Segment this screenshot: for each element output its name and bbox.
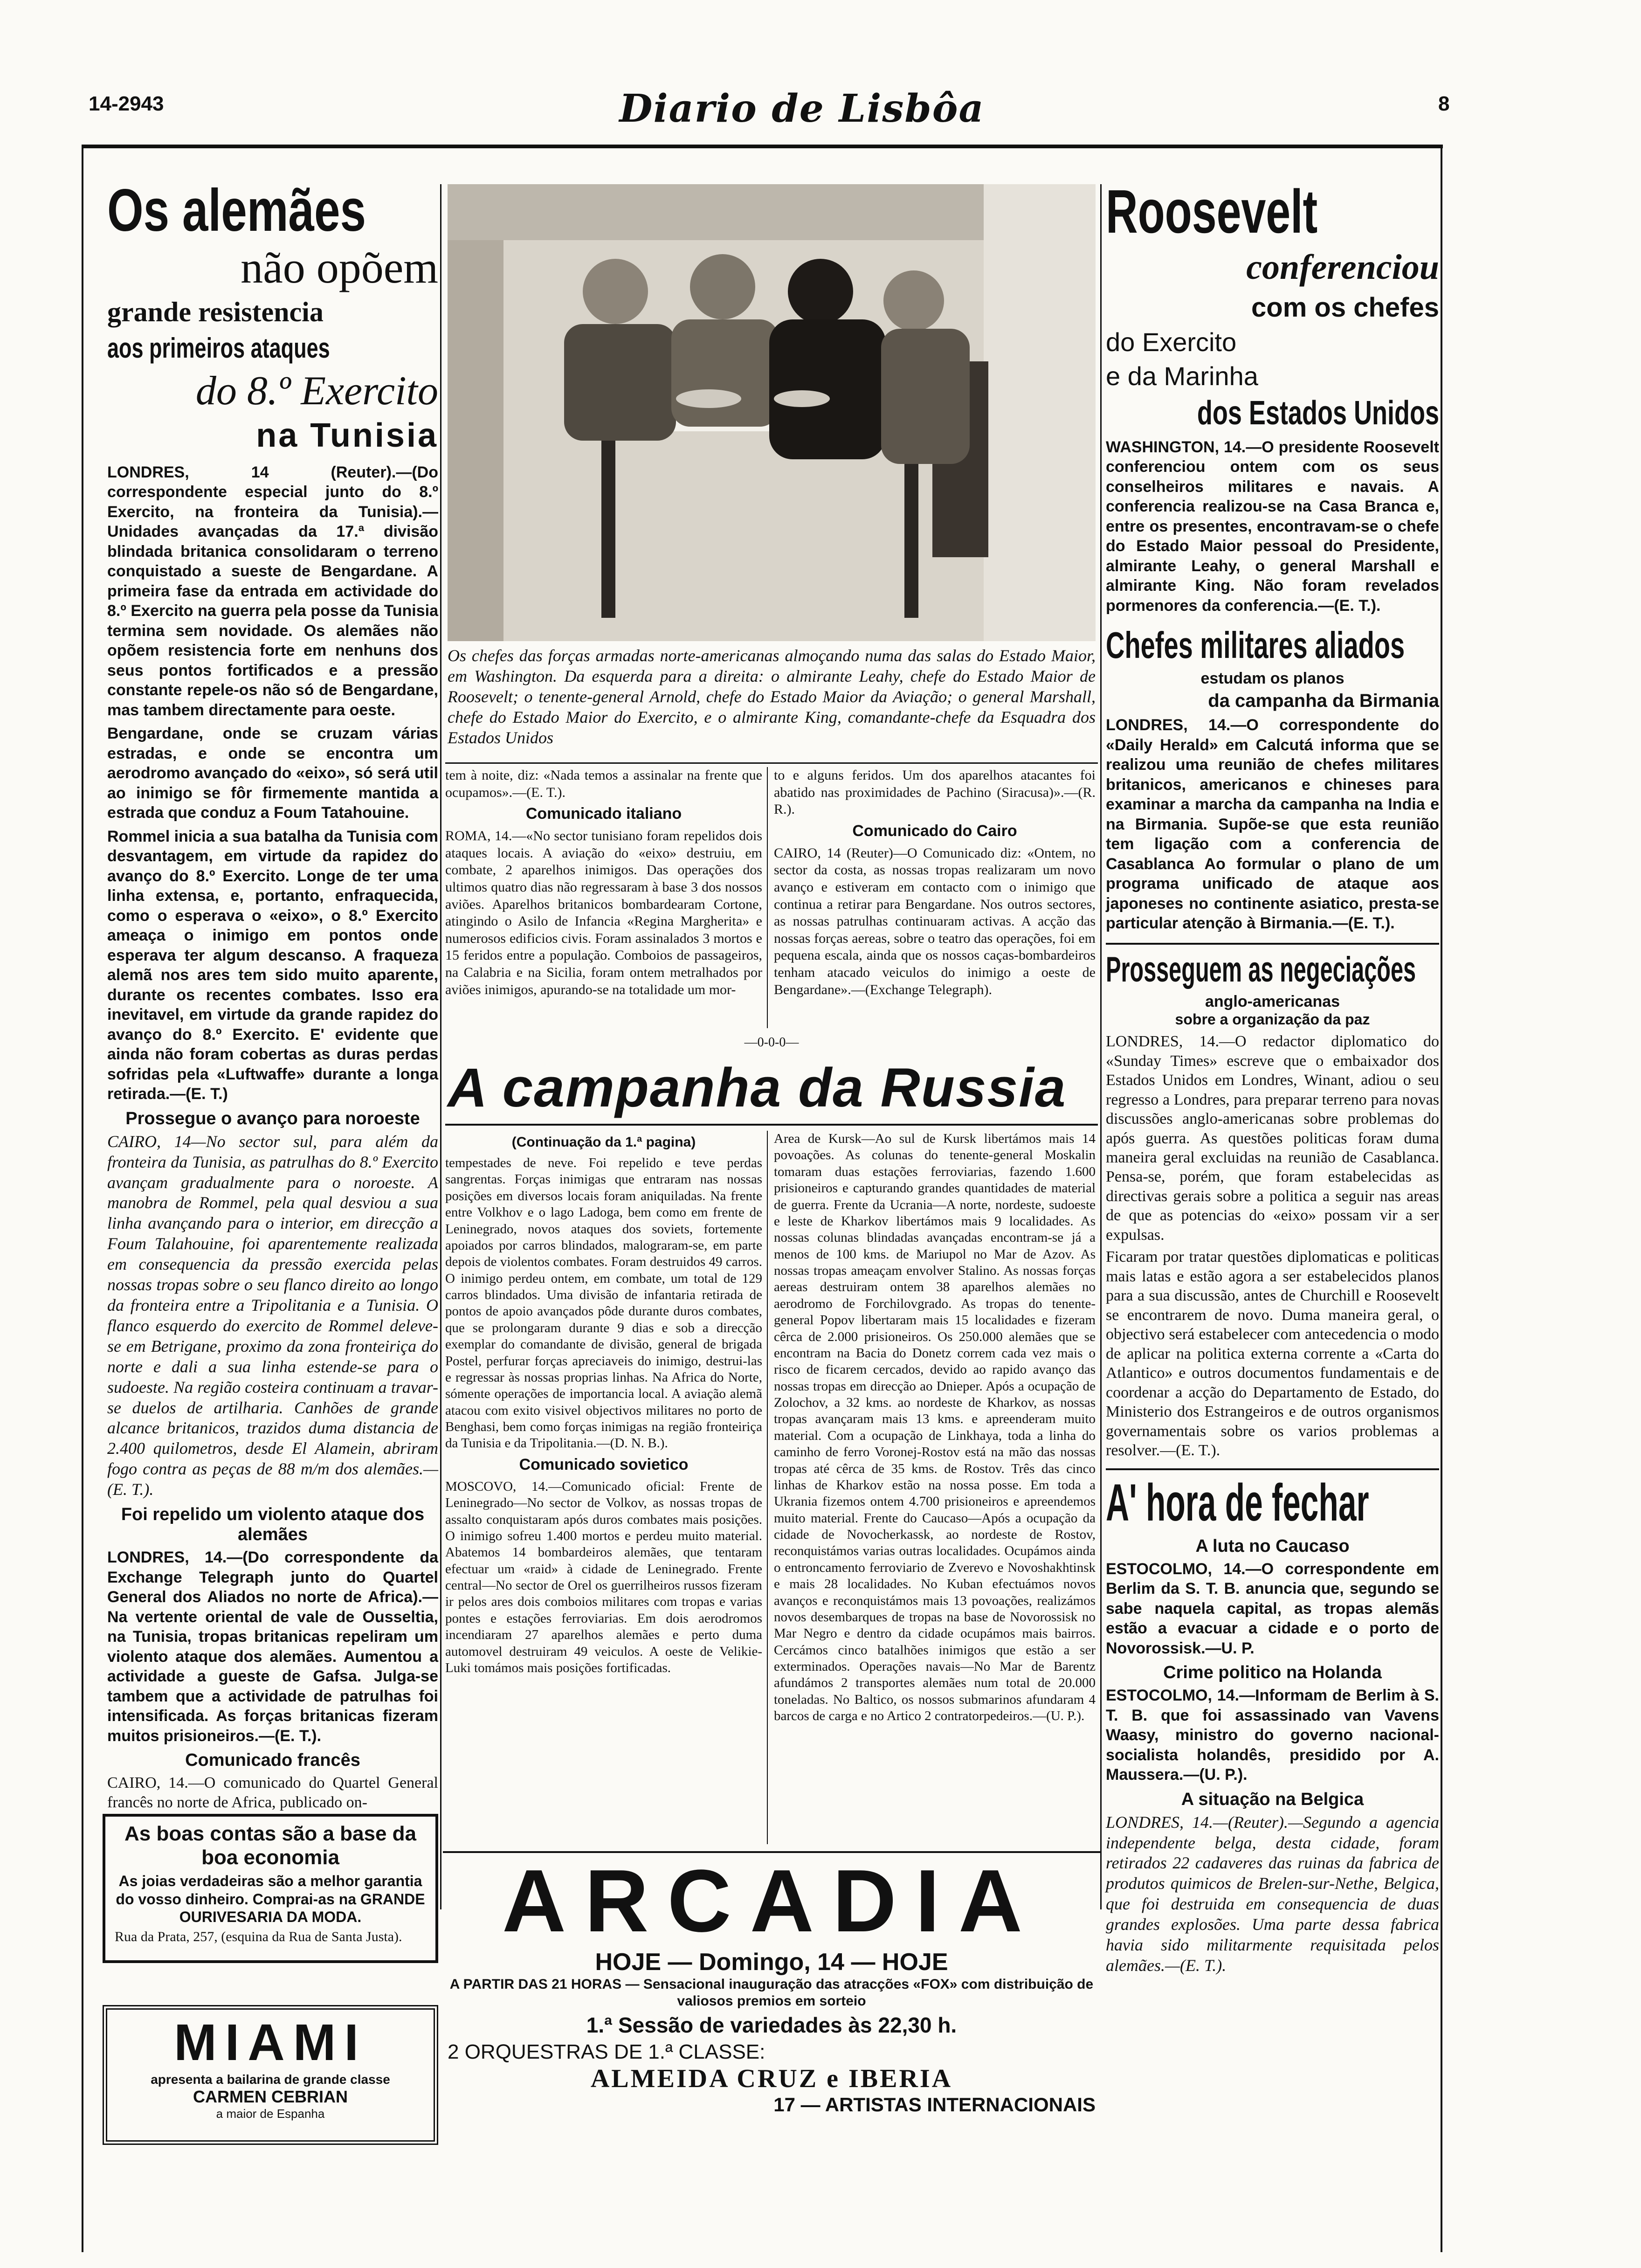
russia-col1-text: tempestades de neve. Foi repelido e teve perdas sangrentas. Forças inimigas que entraram nas nossas posições em diversos locais foram aniquiladas. Na frente entre Volkhov e o lago Ladoga, bem como em frente de Leninegrado, novos ataques dos soviets, fortemente apoiados por carros blindados, malograram-se, em parte depois de violentos combates. Foram destruidos 49 carros. O inimigo perdeu ontem, em combate, um total de 129 carros blindados. Uma divisão de infantaria retirada de pontos de apoio avançados pôde durante duros combates, que se prolongaram durante 9 dias e sob a direcção exemplar do comandante de divisão, general de brigada Postel, perfurar forças apreciaveis do inimigo, destrui-las e regressar às nossas proprias linhas. Na Africa do Norte, sómente operações de importancia local. A aviação alemã atacou com exito visivel objectivos militares no porto de Benghasi, bem como forças inimigas na região fronteiriça da Tunisia e da Tripolitania.—(D. N. B.).	[445, 1155, 762, 1451]
russia-col2-text: Area de Kursk—Ao sul de Kursk libertámos mais 14 povoações. As colunas do tenente-general Moskalin tomaram duas estações ferroviarias, fazendo 1.600 prisioneiros e capturando grandes quantidades de material de guerra. Frente da Ucrania—A norte, nordeste, sudoeste e leste de Kharkov libertámos mais 9 localidades. As nossas colunas blindadas avançadas encontram-se já a menos de 100 kms. de Mariupol no Mar de Azov. As nossas tropas ameaçam envolver Stalino. As nossas forças aereas destruiram ontem 38 aparelhos alemães no aerodromo de Forchilovgrado. As tropas do tenente-general Popov libertaram mais 15 localidades e fizeram cêrca de 2.000 prisioneiros. Os 250.000 alemães que se encontram na Bacia do Donetz correm cada vez mais o risco de ficarem cercados, devido ao rapido avanço das nossas tropas em direcção ao Dnieper. Após a ocupação de Zolochov, a 32 kms. ao nordeste de Kharkov, as nossas tropas avançaram mais 13 kms. e apreenderam muito material. Com a ocupação de Linkhaya, toda a linha do caminho de ferro Voronej-Rostov está na mão das nossas tropas até cêrca de 35 kms. de Rostov. Três das cinco linhas de Kharkov estão na nossa posse. Em toda a Ukrania fizemos ontem 4.700 prisioneiros e apreendemos muito material. Frente do Caucaso—Após a ocupação da cidade de Novocherkassk, ao nordeste de Rostov, reconquistámos varias outras localidades. Ocupámos ainda o entroncamento ferroviario de Zverevo e Novoshakhtinsk e mais 28 localidades. No Kuban efectuámos novos avanços e reconquistámos mais 13 povoações, realizámos novos desembarques de tropas na base de Novorossisk no Mar Negro e dentro da cidade ocupámos mais bairros. Cercámos cinco batalhões inimigos que estão a ser exterminados. Operações navais—No Mar de Barentz afundámos 2 transportes alemães num total de 20.000 toneladas. No Baltico, os nossos submarinos afundaram 4 barcos de carga e no Artico 2 contratorpedeiros.—(U. P.).	[774, 1131, 1096, 1724]
comunicado-italiano-text: ROMA, 14.—«No sector tunisiano foram repelidos dois ataques locais. A aviação do «eixo» destruiu, em combate, 2 aparelhos inimigos. Das operações dos ultimos quatro dias não regressaram à base 3 dos nossos aviões. Aparelhos britanicos bombardearam Cortone, atingindo o Asilo de Infancia «Regina Margherita» e numerosos edificios civis. Foram assinalados 3 mortos e 15 feridos entre a população. Comboios de passageiros, na Calabria e na Sicilia, foram ontem metralhados por aviões inimigos, apurando-se na totalidade um mor-	[445, 828, 762, 997]
right-paragraph-3: LONDRES, 14.—O redactor diplomatico do «Sunday Times» escreve que o embaixador dos Estados Unidos em Londres, Winant, adiou o seu regresso a Londres, para preparar terreno para novas discussões anglo-americanas sobre problemas do após guerra. As questões politicas forам duma maneira geral excluidas na reunião de Casablanca. Pensa-se, porém, que foram estabelecidas as directivas gerais sobre a politica a seguir nas areas de que as potencias do «eixo» possam vir a ser expulsas.	[1106, 1033, 1439, 1244]
ad-ourivesaria-address: Rua da Prata, 257, (esquina da Rua de Santa Justa).	[115, 1929, 402, 1945]
ad-arcadia-title: ARCADIA	[502, 1852, 1041, 1950]
left-paragraph-4: CAIRO, 14—No sector sul, para além da fronteira da Tunisia, as patrulhas do 8.º Exercito avançam gradualmente para o noroeste. A manobra de Rommel, pela qual desviou a sua linha avançando para o interior, em direcção a Foum Talahouine, foi aparentemente realizada em consequencia da pressão exercida pelas nossas tropas sobre o seu flanco direito ao longo da fronteira entre a Tripolitania e a Tunisia. O flanco esquerdo do exercito de Rommel deleve-se em Betrigane, proximo da zona fronteiriça do norte e dali a sua linha estende-se para o sudoeste. Na região costeira continuam a travar-se duelos de artilharia. Canhões de grande alcance britanicos, trazidos duma distancia de 2.400 quilometros, desde El Alamein, abriram fogo contra as peças de 88 m/m dos alemães.—(E. T.).	[107, 1132, 438, 1499]
headline-prosseguem: Prosseguem as negeciações	[1106, 949, 1416, 989]
caption-rule	[445, 762, 1098, 764]
subhead-luta-caucaso: A luta no Caucaso	[1195, 1536, 1350, 1556]
continuacao-label: (Continuação da 1.ª pagina)	[511, 1134, 696, 1150]
left-subhead-noroeste: Prossegue o avanço para noroeste	[125, 1108, 420, 1128]
ad-ourivesaria-body: As joias verdadeiras são a melhor garantia do vosso dinheiro. Comprai-as na GRANDE OURIVESARIA DA MODA.	[116, 1873, 425, 1925]
headline-campanha-birmania: da campanha da Birmania	[1208, 691, 1439, 712]
middle-upper-rule	[767, 767, 768, 1028]
ad-miami-line2: CARMEN CEBRIAN	[193, 2087, 348, 2106]
photo-caption-text: Os chefes das forças armadas norte-americanas almoçando numa das salas do Estado Maior, em Washington. Da esquerda para a direita: o almirante Leahy, chefe do Estado Maior de Roosevelt; o tenente-general Arnold, chefe do Estado Maior da Aviação; o general Marshall, chefe do Estado Maior do Exercito, e o almirante King, comandante-chefe da Esquadra dos Estados Unidos	[448, 646, 1096, 747]
right-article	[1106, 177, 1439, 1976]
left-subhead-repelido: Foi repelido um violento ataque dos alemães	[121, 1505, 425, 1545]
ad-arcadia-line2: A PARTIR DAS 21 HORAS — Sensacional inauguração das atracções «FOX» com distribuição de valiosos premios em sorteio	[449, 1977, 1094, 2009]
photo-image	[448, 184, 1096, 641]
left-subhead-frances: Comunicado francês	[185, 1750, 360, 1770]
photo-caption	[448, 646, 1096, 748]
ad-arcadia-line3: 1.ª Sessão de variedades às 22,30 h.	[586, 2013, 957, 2037]
headline-chefes-militares: Chefes militares aliados	[1106, 624, 1405, 666]
left-article	[107, 177, 438, 1812]
left-paragraph-3: Rommel inicia a sua batalha da Tunisia com desvantagem, em virtude da rapidez do avanço do 8.º Exercito. Longe de ter uma linha extensa, e, portanto, enfraquecida, como o esperava o «eixo», o 8.º Exercito ameaça o inimigo em pontos onde esperava ter algum descanso. A fraqueza alemã nos ares tem sido muito aparente, durante os recentes combates. Isso era inevitavel, em virtude da grande rapidez do avanço do 8.º Exercito. E' evidente que ainda não foram cobertas as duras perdas sofridas pela «Luftwaffe» durante a longa retirada.—(E. T.)	[107, 827, 438, 1103]
ad-arcadia-line6: 17 — ARTISTAS INTERNACIONAIS	[773, 2094, 1096, 2116]
headline-primeiros-ataques: aos primeiros ataques	[107, 332, 330, 364]
newspaper-title: Diario de Lisbôa	[619, 86, 985, 131]
headline-hora-de-fechar: A' hora de fechar	[1106, 1473, 1369, 1532]
ad-arcadia-line4: 2 ORQUESTRAS DE 1.ª CLASSE:	[448, 2040, 765, 2063]
ad-ourivesaria-title: As boas contas são a base da boa economia	[124, 1822, 417, 1869]
right-column-rule	[1100, 184, 1102, 1909]
headline-grande-resistencia: grande resistencia	[107, 296, 324, 327]
ad-arcadia-line1: HOJE — Domingo, 14 — HOJE	[595, 1949, 948, 1976]
headline-organizacao-paz: sobre a organização da paz	[1175, 1011, 1370, 1028]
right-paragraph-4: Ficaram por tratar questões diplomaticas e politicas mais latas e estão agora a ser estabelecidos planos para a sua discussão, antes de Churchill e Roosevelt se encontrarem de novo. Duma maneira geral, o objectivo será estabelecer com antecedencia o modo de aplicar na politica externa corrente a «Carta do Atlantico» e outros documentos fundamentais e de coordenar a acção do Departamento de Estado, do Ministerio dos Estrangeiros e de outros organismos governamentais sobre os varios problemas a resolver.—(E. T.).	[1106, 1248, 1439, 1459]
left-paragraph-6: CAIRO, 14.—O comunicado do Quartel General francês no norte de Africa, publicado on-	[107, 1774, 438, 1811]
left-column-rule	[440, 184, 441, 1909]
comunicado-cairo-title: Comunicado do Cairo	[852, 822, 1017, 840]
right-rule-1	[1106, 943, 1439, 945]
middle-col-1	[445, 767, 762, 998]
ad-ourivesaria	[103, 1814, 438, 1963]
masthead-rule	[82, 145, 1443, 148]
ad-arcadia	[443, 1851, 1100, 2116]
ad-arcadia-line5: ALMEIDA CRUZ e IBERIA	[590, 2064, 953, 2093]
headline-nao-opoem: não opõem	[241, 242, 438, 293]
headline-da-marinha: e da Marinha	[1106, 361, 1258, 391]
middle-col1-intro: tem à noite, diz: «Nada temos a assinalar na frente que ocupamos».—(E. T.).	[445, 768, 762, 800]
russia-rule	[445, 1124, 1098, 1126]
headline-russia: A campanha da Russia	[448, 1057, 1067, 1119]
headline-estados-unidos: dos Estados Unidos	[1197, 394, 1439, 432]
headline-os-alemaes: Os alemães	[107, 177, 366, 244]
middle-col2-intro: to e alguns feridos. Um dos aparelhos atacantes foi abatido nas proximidades de Pachino (Siracusa)».—(R. R.).	[774, 768, 1096, 817]
right-paragraph-1: WASHINGTON, 14.—O presidente Roosevelt conferenciou ontem com os seus conselheiros militares e navais. A conferencia realizou-se na Casa Branca e, entre os presentes, encontravam-se o chefe do Estado Maior pessoal do Presidente, almirante Leahy, o general Marshall e almirante King. Não foram revelados pormenores da conferencia.—(E. T.).	[1106, 438, 1439, 615]
russia-col-1	[445, 1131, 762, 1676]
right-paragraph-2: LONDRES, 14.—O correspondente do «Daily Herald» em Calcutá informa que se realizou uma reunião de chefes militares britanicos, americanos e chineses para examinar a marcha da campanha na India e na Birmania. Supõe-se que esta reunião tem ligação com a conferencia de Casablanca Ao formular o plano de um programa unificado de ataque aos japoneses no continente asiatico, presta-se particular atenção à Birmania.—(E. T.).	[1106, 716, 1439, 933]
ad-miami-line1: apresenta a bailarina de grande classe	[151, 2072, 390, 2087]
headline-na-tunisia: na Tunisia	[256, 417, 438, 455]
ad-miami	[103, 2005, 438, 2145]
right-paragraph-7: LONDRES, 14.—(Reuter).—Segundo a agencia independente belga, desta cidade, foram retirados 22 cadaveres das ruinas da fabrica de produtos quimicos de Brelen-sur-Nethe, Belgica, que foi destruida em consequencia de duas grandes explosões. Uma parte dessa fabrica havia sido militarmente requisitada pelos alemães.—(E. T.).	[1106, 1812, 1439, 1975]
left-paragraph-5: LONDRES, 14.—(Do correspondente da Exchange Telegraph junto do Quartel General dos Aliados no norte de Africa).—Na vertente oriental de vale de Ousseltia, na Tunisia, tropas britanicas repeliram um violento ataque dos alemães. Aumentou a actividade a gueste de Gafsa. Julga-se tambem que a actividade de patrulhas foi intensificada. As forças britanicas fizeram muitos prisioneiros.—(E. T.).	[107, 1549, 438, 1745]
comunicado-sovietico-title: Comunicado sovietico	[519, 1455, 689, 1473]
headline-8-exercito: do 8.º Exercito	[195, 368, 438, 414]
headline-conferenciou: conferenciou	[1246, 247, 1439, 287]
ad-miami-title: MIAMI	[174, 2014, 367, 2071]
photo-chefes-militares	[448, 184, 1096, 641]
separator: —0-0-0—	[744, 1035, 799, 1050]
headline-estudam-planos: estudam os planos	[1200, 670, 1345, 688]
headline-roosevelt: Roosevelt	[1106, 177, 1318, 246]
russia-col-2	[774, 1131, 1096, 1725]
page-number: 8	[1438, 92, 1450, 115]
left-border	[82, 145, 83, 2252]
headline-do-exercito: do Exercito	[1106, 327, 1237, 357]
left-paragraph-1: LONDRES, 14 (Reuter).—(Do correspondente especial junto do 8.º Exercito, na fronteira da Tunisia).—Unidades avançadas da 17.ª divisão blindada britanica consolidaram o terreno conquistado a sueste de Bengardane. A primeira fase da entrada em actividade do 8.º Exercito na guerra pela posse da Tunisia termina sem novidade. Os alemães não opõem resistencia forte em nenhuns dos seus pontos fortificados e a pressão constante repele-os não só de Bengardane, mas tambem directamente para oeste.	[107, 463, 438, 719]
right-paragraph-6: ESTOCOLMO, 14.—Informam de Berlim à S. T. B. que foi assassinado van Vavens Waasy, ministro do governo nacional-socialista holandês, presidido por A. Maussera.—(U. P.).	[1106, 1687, 1439, 1784]
ad-miami-line3: a maior de Espanha	[216, 2107, 325, 2121]
headline-anglo-americanas: anglo-americanas	[1205, 993, 1340, 1011]
left-paragraph-2: Bengardane, onde se cruzam várias estradas, e onde se encontra um aerodromo avançado do «eixo», só será util ao inimigo se fôr firmemente mantida a estrada que conduz a Foum Tatahouine.	[107, 725, 438, 822]
right-paragraph-5: ESTOCOLMO, 14.—O correspondente em Berlim da S. T. B. anuncia que, segundo se sabe naquela capital, as tropas alemãs estão a evacuar a cidade e o porto de Novorossisk.—U. P.	[1106, 1560, 1439, 1657]
issue-number: 14-2943	[89, 92, 164, 115]
russia-column-rule	[767, 1131, 768, 1844]
comunicado-cairo-text: CAIRO, 14 (Reuter)—O Comunicado diz: «Ontem, no sector da costa, as nossas tropas realizaram um novo avanço e estiveram em contacto com o inimigo que continua a retirar para Bengardane. Nos outros sectores, as nossas patrulhas continuaram activas. A acção das nossas forças aereas, sobre o teatro das operações, foi em pequena escala, ainda que os nossos caças-bombardeiros tenham atacado veiculos do inimigo a oeste de Bengardane».—(Exchange Telegraph).	[774, 845, 1096, 997]
right-border	[1441, 145, 1442, 2252]
subhead-crime-holanda: Crime politico na Holanda	[1163, 1663, 1382, 1683]
headline-com-os-chefes: com os chefes	[1251, 292, 1439, 323]
comunicado-italiano-title: Comunicado italiano	[525, 805, 682, 823]
right-rule-2	[1106, 1468, 1439, 1470]
middle-col-2	[774, 767, 1096, 998]
subhead-situacao-belgica: A situação na Belgica	[1181, 1789, 1364, 1809]
comunicado-sovietico-text: MOSCOVO, 14.—Comunicado oficial: Frente de Leninegrado—No sector de Volkov, as nossas tropas de assalto conquistaram após duros combates mais posições. O inimigo sofreu 1.400 mortos e perdeu muito material. Abatemos 14 bombardeiros alemães, que tentaram efectuar um «raid» à cidade de Leninegrado. Frente central—No sector de Orel os guerrilheiros russos fizeram ir pelos ares dois comboios militares com tropas e varias pontes e estações ferroviarias. Em dois aerodromos incendiaram 27 aparelhos alemães e perto duma automovel destruiram 49 veiculos. A oeste de Velikie-Luki tomámos mais posições fortificadas.	[445, 1479, 762, 1675]
